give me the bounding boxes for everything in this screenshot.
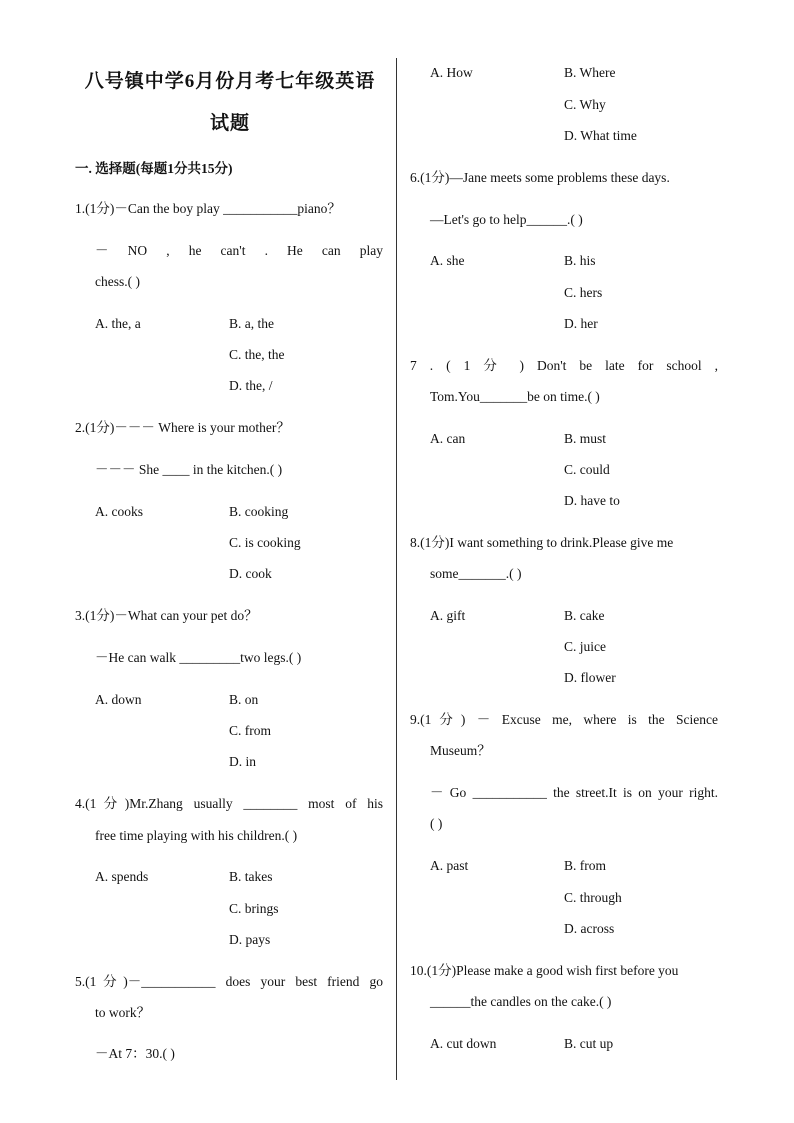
q3-line1: 3.(1分)－What can your pet do？ [75, 608, 258, 623]
q5-line1: 5.(1分)－___________ does your best friend go [75, 974, 383, 989]
q6-option-a[interactable]: A. she [430, 253, 465, 268]
q5-option-c[interactable]: C. Why [564, 97, 606, 112]
q8-line2: some_______.( ) [430, 566, 522, 581]
q2-line2: －－－ She ____ in the kitchen.( ) [95, 462, 283, 477]
q10-line2: ______the candles on the cake.( ) [430, 994, 612, 1009]
q10-option-b[interactable]: B. cut up [564, 1036, 614, 1051]
page-title-line1: 八号镇中学6月份月考七年级英语 [84, 71, 376, 92]
q6-option-d[interactable]: D. her [564, 316, 598, 331]
q7-option-c[interactable]: C. could [564, 462, 610, 477]
q8-line1: 8.(1分)I want something to drink.Please give me [410, 535, 674, 550]
q5-line2: to work？ [95, 1005, 151, 1020]
q8-option-d[interactable]: D. flower [564, 670, 616, 685]
q9-option-c[interactable]: C. through [564, 890, 622, 905]
q10-line1: 10.(1分)Please make a good wish first before you [410, 963, 679, 978]
q1-line3: chess.( ) [95, 274, 140, 289]
q1-option-b[interactable]: B. a, the [229, 316, 274, 331]
q6-option-c[interactable]: C. hers [564, 285, 603, 300]
q3-option-b[interactable]: B. on [229, 692, 259, 707]
q7-option-b[interactable]: B. must [564, 431, 607, 446]
q6-line1: 6.(1分)—Jane meets some problems these days. [410, 170, 670, 185]
q4-option-c[interactable]: C. brings [229, 901, 279, 916]
q9-line2: Museum？ [430, 743, 491, 758]
q8-option-a[interactable]: A. gift [430, 608, 466, 623]
q7-option-a[interactable]: A. can [430, 431, 466, 446]
q9-line1: 9.(1分) － Excuse me, where is the Science [410, 712, 718, 727]
q2-option-a[interactable]: A. cooks [95, 504, 143, 519]
q5-option-b[interactable]: B. Where [564, 65, 616, 80]
q6-line2: —Let's go to help______.( ) [430, 212, 583, 227]
q2-line1: 2.(1分)－－－ Where is your mother？ [75, 420, 290, 435]
q2-option-b[interactable]: B. cooking [229, 504, 289, 519]
page-title-line2: 试题 [209, 113, 250, 134]
q1-option-d[interactable]: D. the, / [229, 378, 273, 393]
q1-option-c[interactable]: C. the, the [229, 347, 285, 362]
q4-option-a[interactable]: A. spends [95, 869, 149, 884]
q1-option-a[interactable]: A. the, a [95, 316, 141, 331]
q7-line2: Tom.You_______be on time.( ) [430, 389, 600, 404]
q7-option-d[interactable]: D. have to [564, 493, 620, 508]
q3-option-c[interactable]: C. from [229, 723, 271, 738]
q3-option-d[interactable]: D. in [229, 754, 256, 769]
q5-option-a[interactable]: A. How [430, 65, 473, 80]
q9-option-d[interactable]: D. across [564, 921, 615, 936]
q6-option-b[interactable]: B. his [564, 253, 596, 268]
q2-option-c[interactable]: C. is cooking [229, 535, 301, 550]
q8-option-b[interactable]: B. cake [564, 608, 605, 623]
q4-line2: free time playing with his children.( ) [95, 828, 298, 843]
section-heading: 一. 选择题(每题1分共15分) [75, 161, 233, 176]
q4-line1: 4.(1分)Mr.Zhang usually ________ most of his [75, 796, 383, 811]
q8-option-c[interactable]: C. juice [564, 639, 606, 654]
q4-option-b[interactable]: B. takes [229, 869, 273, 884]
q1-line2: － NO , he can't . He can play [95, 243, 383, 258]
q4-option-d[interactable]: D. pays [229, 932, 271, 947]
q10-option-a[interactable]: A. cut down [430, 1036, 497, 1051]
q7-line1: 7 . ( 1 分 ) Don't be late for school , [410, 358, 718, 373]
q1-line1: 1.(1分)－Can the boy play ___________piano？ [75, 201, 341, 216]
q2-option-d[interactable]: D. cook [229, 566, 272, 581]
q9-option-b[interactable]: B. from [564, 858, 606, 873]
q3-option-a[interactable]: A. down [95, 692, 142, 707]
q9-line3: － Go ___________ the street.It is on your right. [430, 785, 718, 800]
q5-option-d[interactable]: D. What time [564, 128, 637, 143]
q3-line2: －He can walk _________two legs.( ) [95, 650, 302, 665]
q5-line3: －At 7：30.( ) [95, 1046, 175, 1061]
q9-line4: ( ) [430, 816, 443, 831]
column-divider [396, 58, 397, 1080]
q9-option-a[interactable]: A. past [430, 858, 469, 873]
